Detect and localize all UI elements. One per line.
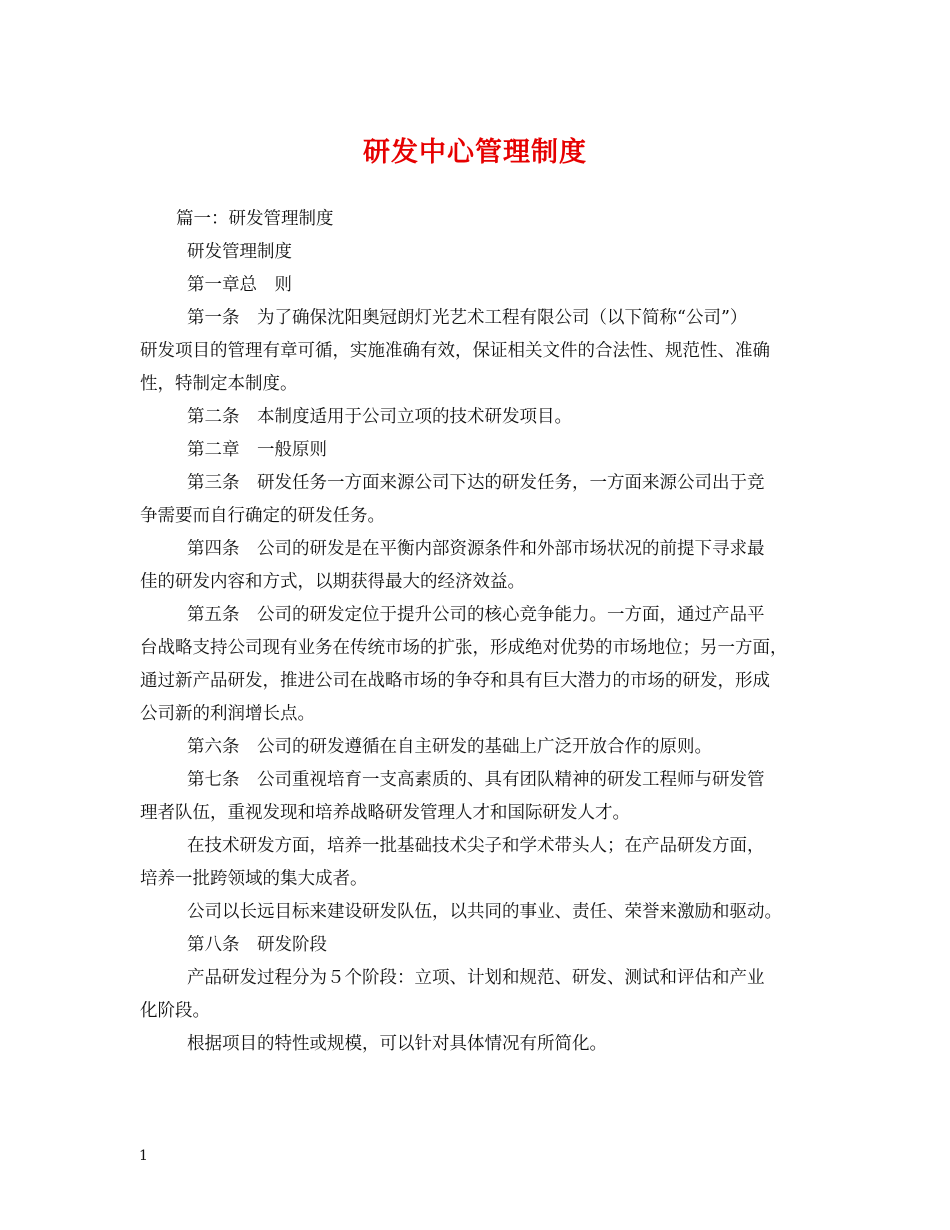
paragraph-line: 佳的研发内容和方式，以期获得最大的经济效益。 [140,572,525,592]
paragraph-line: 篇一：研发管理制度 [176,209,334,229]
paragraph-line: 争需要而自行确定的研发任务。 [140,506,385,526]
paragraph [140,236,812,269]
paragraph-line: 研发项目的管理有章可循，实施准确有效，保证相关文件的合法性、规范性、准确 [140,341,770,361]
paragraph [140,962,812,1028]
paragraph [140,203,812,236]
paragraph-line: 通过新产品研发，推进公司在战略市场的争夺和具有巨大潜力的市场的研发，形成 [140,671,770,691]
document-title: 研发中心管理制度 [363,137,587,168]
paragraph [140,302,812,401]
paragraph-line: 在技术研发方面，培养一批基础技术尖子和学术带头人；在产品研发方面， [187,836,765,856]
paragraph [140,896,812,929]
page-number: 1 [139,1148,148,1164]
paragraph-line: 研发管理制度 [187,242,292,262]
document-body [140,203,812,1061]
paragraph [140,467,812,533]
paragraph [140,929,812,962]
paragraph [140,401,812,434]
paragraph-line: 第二章 一般原则 [187,440,327,460]
paragraph-line: 第五条 公司的研发定位于提升公司的核心竞争能力。一方面，通过产品平 [187,605,765,625]
paragraph-line: 培养一批跨领域的集大成者。 [140,869,368,889]
paragraph-line: 第二条 本制度适用于公司立项的技术研发项目。 [187,407,572,427]
paragraph-line: 性，特制定本制度。 [140,374,298,394]
paragraph-line: 产品研发过程分为５个阶段：立项、计划和规范、研发、测试和评估和产业 [187,968,765,988]
paragraph [140,599,812,731]
paragraph-line: 理者队伍，重视发现和培养战略研发管理人才和国际研发人才。 [140,803,630,823]
paragraph [140,830,812,896]
paragraph-line: 化阶段。 [140,1001,210,1021]
paragraph-line: 第八条 研发阶段 [187,935,327,955]
paragraph [140,533,812,599]
paragraph [140,764,812,830]
paragraph-line: 第一条 为了确保沈阳奥冠朗灯光艺术工程有限公司（以下简称“公司”） [187,308,748,328]
paragraph-line: 公司以长远目标来建设研发队伍，以共同的事业、责任、荣誉来激励和驱动。 [187,902,782,922]
paragraph [140,434,812,467]
paragraph-line: 第六条 公司的研发遵循在自主研发的基础上广泛开放合作的原则。 [187,737,712,757]
paragraph-line: 第三条 研发任务一方面来源公司下达的研发任务，一方面来源公司出于竞 [187,473,765,493]
paragraph-line: 第七条 公司重视培育一支高素质的、具有团队精神的研发工程师与研发管 [187,770,765,790]
paragraph-line: 公司新的利润增长点。 [140,704,315,724]
paragraph-line: 第四条 公司的研发是在平衡内部资源条件和外部市场状况的前提下寻求最 [187,539,765,559]
paragraph-line: 根据项目的特性或规模，可以针对具体情况有所简化。 [187,1034,607,1054]
paragraph-line: 台战略支持公司现有业务在传统市场的扩张，形成绝对优势的市场地位；另一方面， [140,638,788,658]
paragraph [140,1028,812,1061]
paragraph-line: 第一章总 则 [187,275,292,295]
paragraph [140,731,812,764]
paragraph [140,269,812,302]
